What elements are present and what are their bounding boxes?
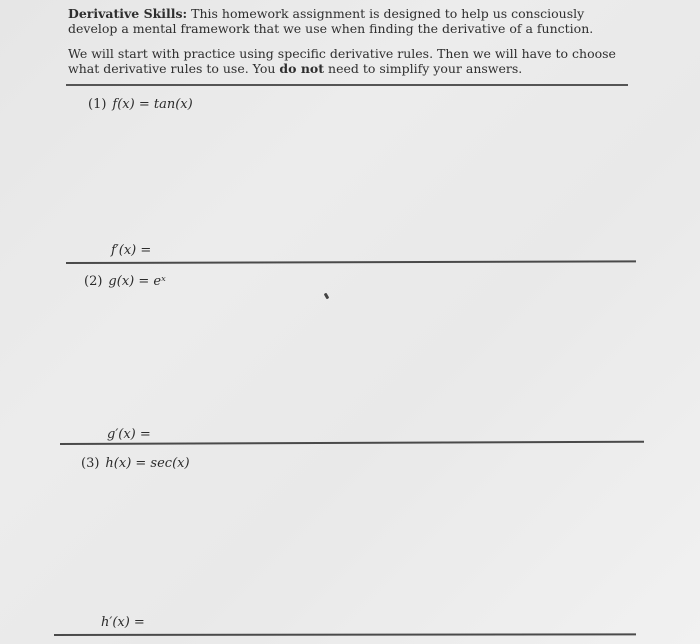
problem-number: (3) xyxy=(81,456,100,471)
problem-expression: g(x) = eˣ xyxy=(108,274,166,289)
answer-label-1: f′(x) = xyxy=(111,243,152,258)
intro-paragraph-2-end: need to simplify your answers. xyxy=(324,61,523,76)
intro-paragraph-1-text: This homework assignment is designed to help us consciously develop a mental framework that we use when finding the derivative of a function. xyxy=(68,6,594,36)
answer-label-2: g′(x) = xyxy=(107,427,151,442)
instructions xyxy=(68,6,634,76)
problem-expression: h(x) = sec(x) xyxy=(105,456,190,471)
problem-number: (2) xyxy=(84,274,103,289)
answer-label-3: h′(x) = xyxy=(101,615,145,630)
answer-line-1 xyxy=(66,260,636,263)
divider-rule xyxy=(66,84,628,86)
problem-number: (1) xyxy=(88,97,107,112)
intro-paragraph-2-start: We will start with practice using specific derivative rules. Then we will have to choose what derivative rules to use. You xyxy=(68,46,616,76)
problem-1 xyxy=(88,97,193,112)
pencil-mark xyxy=(324,293,330,300)
problem-expression: f(x) = tan(x) xyxy=(112,97,193,112)
problem-2 xyxy=(84,274,166,289)
intro-heading: Derivative Skills: xyxy=(68,6,188,21)
intro-paragraph-1 xyxy=(68,6,634,36)
intro-paragraph-2 xyxy=(68,46,634,76)
problem-3 xyxy=(81,456,190,471)
answer-line-3 xyxy=(54,633,636,635)
intro-paragraph-2-emphasis: do not xyxy=(279,61,325,76)
